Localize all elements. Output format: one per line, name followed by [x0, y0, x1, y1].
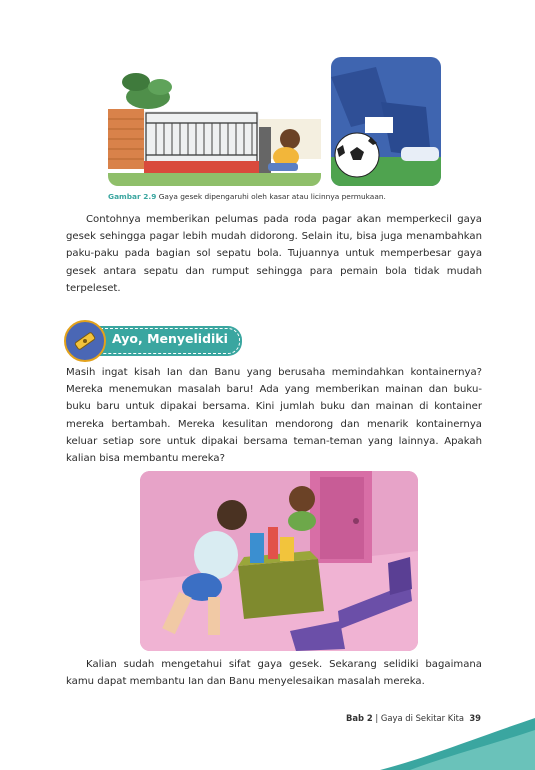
section-title: Ayo, Menyelidiki [112, 331, 228, 346]
figure-label: Gambar 2.9 [108, 192, 157, 201]
page-number: 39 [469, 713, 481, 723]
footer-separator: | [372, 713, 381, 723]
figure-caption-text: Gaya gesek dipengaruhi oleh kasar atau licinnya permukaan. [158, 192, 386, 201]
footer-wave-decoration [380, 700, 535, 770]
footer-chapter-title: Gaya di Sekitar Kita [380, 713, 465, 723]
section-header [64, 320, 244, 360]
soccer-ball-illustration [331, 57, 441, 186]
figure-caption [108, 192, 448, 201]
page-footer [346, 713, 481, 723]
paragraph-task: Kalian sudah mengetahui sifat gaya gesek. Sekarang selidiki bagaimana kamu dapat membantu Ian dan Banu menyelesaikan masalah mereka. [66, 659, 482, 688]
paragraph-friction-examples: Contohnya memberikan pelumas pada roda pagar akan memperkecil gaya gesek sehingga pagar lebih mudah didorong. Selain itu, bisa juga menambahkan paku-paku pada bagian sol sepatu bola. Tujuannya untuk memperbesar gaya gesek antara sepatu dan rumput sehingga para pemain bola tidak mudah terpeleset. [66, 214, 482, 294]
footer-chapter: Bab 2 [345, 713, 373, 723]
paragraph-story: Masih ingat kisah Ian dan Banu yang berusaha memindahkan kontainernya? Mereka menemukan masalah baru! Ada yang memberikan mainan dan buku-buku baru untuk dipakai bersama. Kini jumlah buku dan mainan di kontainer mereka bertambah. Mereka kesulitan mendorong dan menarik kontainernya keluar setiap sore untuk dipakai bersama teman-teman yang lainnya. Apakah kalian bisa membantu mereka? [66, 367, 482, 465]
gate-illustration [108, 57, 321, 186]
level-tool-icon [64, 320, 106, 362]
kids-container-illustration [140, 471, 418, 651]
